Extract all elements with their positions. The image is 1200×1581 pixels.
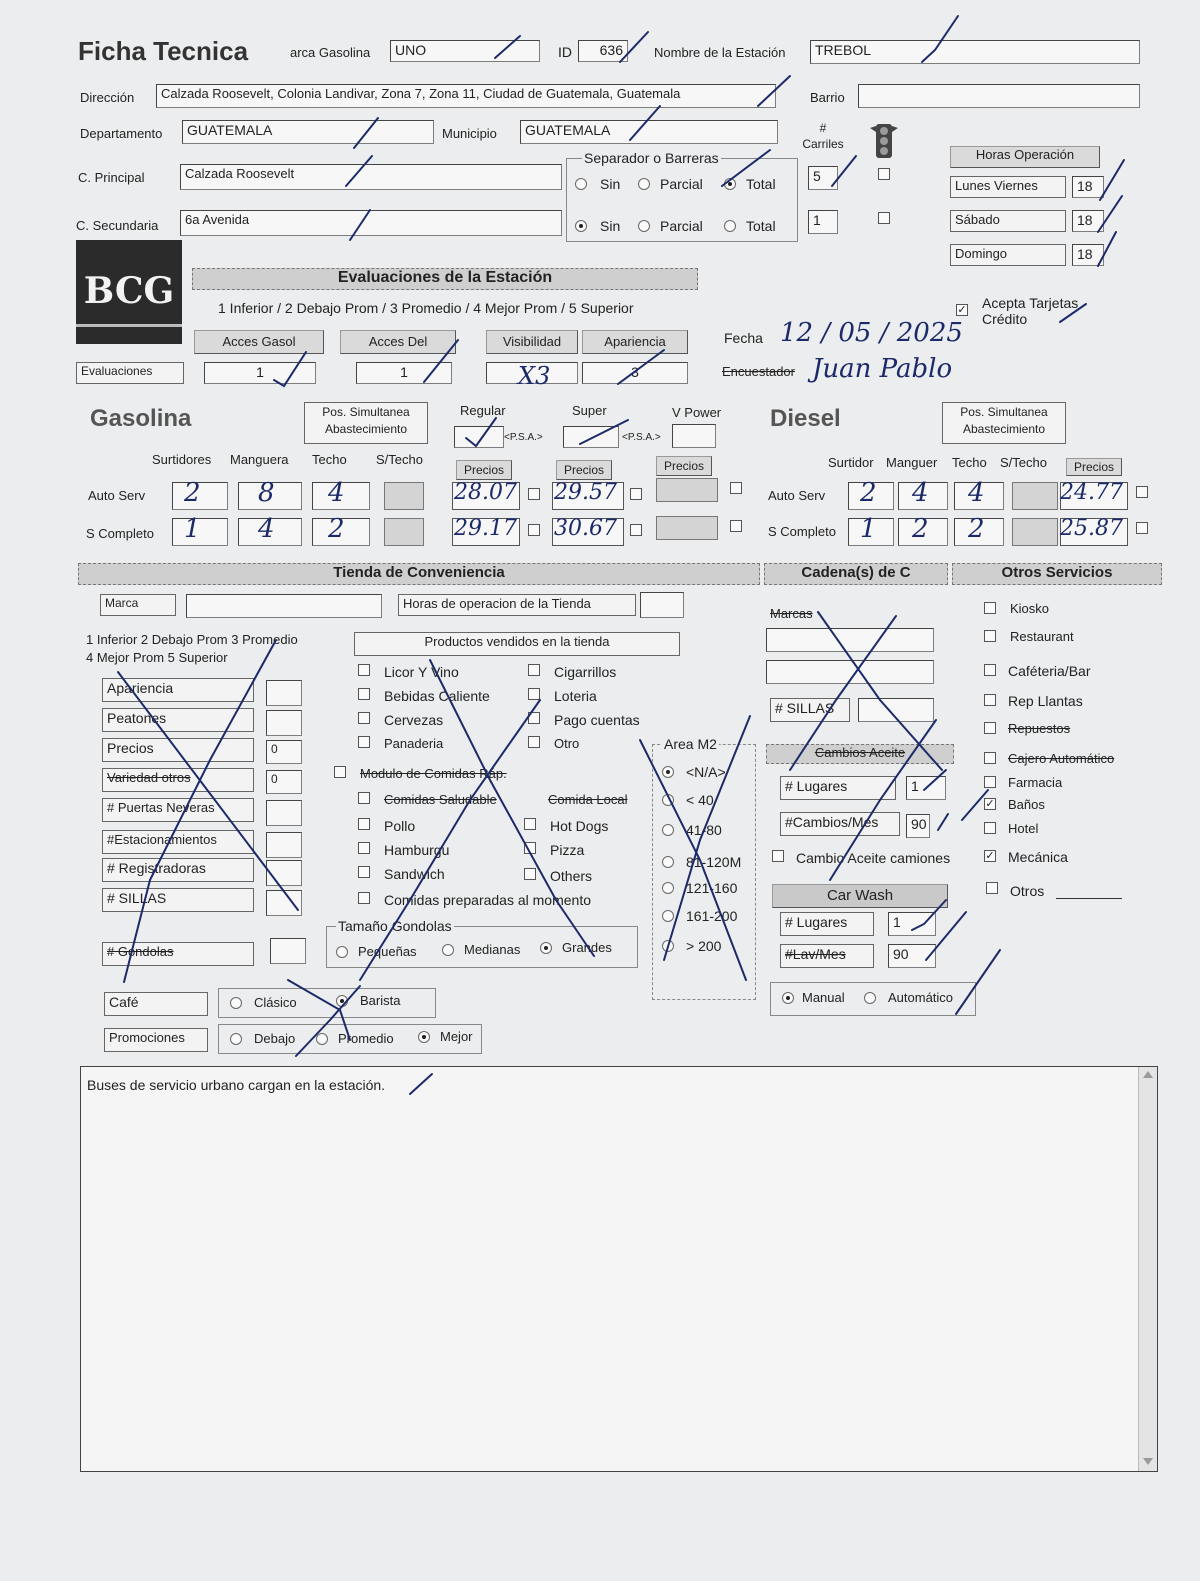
diesel-auto-manguer-value: 4 [912,478,929,508]
rating-gondolas-field[interactable] [270,938,306,964]
otros-cajero-label: Cajero Automático [1008,751,1115,766]
cafe-barista-radio[interactable] [336,995,348,1007]
visibilidad-field[interactable] [486,362,578,384]
apariencia-eval-field[interactable]: 3 [582,362,688,384]
comida-sandwich-label: Sandwich [384,866,445,882]
c-principal-field[interactable]: Calzada Roosevelt [180,164,562,190]
comida-hamburgu-label: Hamburgu [384,842,450,858]
diesel-col-manguer: Manguer [886,455,938,470]
promo-promedio-label: Promedio [338,1031,394,1046]
otros-kiosko-label: Kiosko [1010,601,1050,616]
rating-estacionamientos-label: #Estacionamientos [102,830,254,854]
acces-del-label: Acces Del [340,330,456,354]
rating-gondolas-label: # Gondolas [102,942,254,966]
svg-text:X3: X3 [518,362,551,390]
prod-panaderia-label: Panaderia [384,736,444,751]
rating-puertas-label: # Puertas Neveras [102,798,254,822]
gondolas-title: Tamaño Gondolas [338,918,452,934]
diesel-sc-price-value: 25.87 [1060,516,1123,541]
otros-llantas-checkbox[interactable] [984,694,996,706]
rating-precios-field[interactable]: 0 [266,740,302,764]
otros-cajero-checkbox[interactable] [984,752,996,764]
tienda-marca-label: Marca [100,594,176,616]
diesel-sc-stecho[interactable] [1012,518,1058,546]
prod-pago-checkbox[interactable] [528,712,540,724]
prod-bebidas-label: Bebidas Caliente [384,688,490,704]
super-precios-label: Precios [556,460,612,480]
cadena-title: Cadena(s) de C [764,563,948,585]
comida-local-label: Comida Local [548,792,628,807]
acces-gasol-label: Acces Gasol [194,330,324,354]
nombre-field[interactable]: TREBOL [810,40,1140,64]
carwash-title: Car Wash [772,884,948,908]
comida-preparadas-label: Comidas preparadas al momento [384,892,591,908]
prod-cervezas-label: Cervezas [384,712,444,728]
prod-otro-label: Otro [554,736,580,751]
cafe-label: Café [104,992,208,1016]
promo-promedio-radio[interactable] [316,1033,328,1045]
comida-others-checkbox[interactable] [524,868,536,880]
secundaria-sin-label: Sin [600,218,621,234]
otros-banos-label: Baños [1008,797,1045,812]
otros-repuestos-label: Repuestos [1008,721,1071,736]
carwash-lav-field[interactable]: 90 [888,944,936,968]
otros-restaurant-label: Restaurant [1010,629,1074,644]
rating-peatones-field[interactable] [266,710,302,736]
otros-repuestos-checkbox[interactable] [984,722,996,734]
area-na-radio[interactable] [662,766,674,778]
evaluaciones-scale: 1 Inferior / 2 Debajo Prom / 3 Promedio / 4 Mejor Prom / 5 Superior [218,300,634,316]
rating-peatones-label: Peatones [102,708,254,732]
area-40-label: < 40 [686,792,714,808]
diesel-sc-manguer-value: 2 [912,514,929,544]
id-field[interactable]: 636 [578,40,628,62]
vpower-psa-field[interactable] [672,424,716,448]
cambios-mes-field[interactable]: 90 [906,814,930,838]
tienda-title: Tienda de Conveniencia [78,563,760,585]
modulo-comidas-label: Modulo de Comidas Ráp. [360,766,507,781]
comida-hotdogs-label: Hot Dogs [550,818,609,834]
gas-sc-vpower-checkbox[interactable] [730,520,742,532]
diesel-auto-techo-value: 4 [968,478,985,508]
regular-label: Regular [460,403,506,418]
otros-otros-checkbox[interactable] [986,882,998,894]
otros-llantas-label: Rep Llantas [1008,693,1083,709]
secundaria-total-label: Total [746,218,776,234]
prod-otro-checkbox[interactable] [528,736,540,748]
bcg-logo [76,240,182,344]
principal-total-radio[interactable] [724,178,736,190]
gondola-medianas-label: Medianas [464,942,521,957]
comentarios-textarea[interactable] [80,1066,1158,1472]
area-121-160-label: 121-160 [686,880,738,896]
sabado-label: Sábado [950,210,1066,232]
cadena-marca-2[interactable] [766,660,934,684]
carwash-lugares-field[interactable]: 1 [888,912,936,936]
comida-sandwich-checkbox[interactable] [358,866,370,878]
lunes-viernes-label: Lunes Viernes [950,176,1066,198]
tienda-horas-field[interactable] [640,592,684,618]
carriles-label: # Carriles [802,121,844,151]
gas-auto-stecho[interactable] [384,482,424,510]
area-161-200-radio[interactable] [662,910,674,922]
prod-bebidas-checkbox[interactable] [358,688,370,700]
diesel-col-surtidor: Surtidor [828,455,874,470]
area-40-radio[interactable] [662,794,674,806]
regular-precios-label: Precios [456,460,512,480]
diesel-sc-surtidor-value: 1 [860,514,877,544]
domingo-label: Domingo [950,244,1066,266]
gas-sc-vpower-price[interactable] [656,516,718,540]
apariencia-eval-label: Apariencia [582,330,688,354]
acces-del-field[interactable]: 1 [356,362,452,384]
area-41-80-label: 41-80 [686,822,722,838]
diesel-auto-price-value: 24.77 [1060,480,1123,505]
semaforo-secundaria-checkbox[interactable] [878,212,890,224]
rating-precios-label: Precios [102,738,254,762]
rating-variedad-field[interactable]: 0 [266,770,302,794]
super-psa-label: <P.S.A.> [622,432,661,443]
area-group [652,744,756,1000]
rating-puertas-field[interactable] [266,800,302,826]
scroll-down-icon[interactable] [1143,1458,1153,1465]
lunes-viernes-field[interactable]: 18 [1072,176,1104,198]
vpower-precios-label: Precios [656,456,712,476]
tienda-scale-line2: 4 Mejor Prom 5 Superior [86,650,228,665]
cambios-lugares-label: # Lugares [780,776,896,800]
gas-sc-regular-price-value: 29.17 [454,516,517,541]
marca-label: arca Gasolina [290,45,371,60]
gondola-grandes-radio[interactable] [540,942,552,954]
area-na-label: <N/A> [686,764,726,780]
gondola-pequenas-radio[interactable] [336,946,348,958]
col-manguera: Manguera [230,452,289,467]
otros-restaurant-checkbox[interactable] [984,630,996,642]
gas-sc-stecho[interactable] [384,518,424,546]
otros-banos-checkbox[interactable]: ✓ [985,798,995,810]
otros-cafeteria-label: Caféteria/Bar [1008,663,1091,679]
carriles-principal-field[interactable]: 5 [808,166,838,190]
tienda-horas-label: Horas de operacion de la Tienda [398,594,636,616]
prod-licor-checkbox[interactable] [358,664,370,676]
encuestador-label: Encuestador [722,364,795,379]
nombre-label: Nombre de la Estación [654,45,786,60]
gas-s-completo-label: S Completo [86,526,154,541]
prod-loteria-label: Loteria [554,688,597,704]
tienda-marca-field[interactable] [186,594,382,618]
comentarios-text: Buses de servicio urbano cargan en la estación. [87,1077,386,1093]
comida-pollo-label: Pollo [384,818,416,834]
c-secundaria-label: C. Secundaria [76,218,159,233]
sabado-field[interactable]: 18 [1072,210,1104,232]
page-title: Ficha Tecnica [78,36,249,66]
c-principal-label: C. Principal [78,170,145,185]
bcg-logo-text: BCG [83,270,175,312]
cambios-mes-label: #Cambios/Mes [780,812,900,836]
regular-psa-field[interactable] [454,426,504,448]
fecha-label: Fecha [724,330,763,346]
super-psa-field[interactable] [563,426,619,448]
prod-licor-label: Licor Y Vino [384,664,459,680]
rating-estacionamientos-field[interactable] [266,832,302,858]
barrio-field[interactable] [858,84,1140,108]
principal-sin-label: Sin [600,176,621,192]
carwash-manual-radio[interactable] [782,992,794,1004]
otros-kiosko-checkbox[interactable] [984,602,996,614]
principal-total-label: Total [746,176,776,192]
cadena-sillas-label: # SILLAS [770,698,850,722]
rating-sillas-field[interactable] [266,890,302,916]
area-81-120-label: 81-120M [686,854,742,870]
evaluaciones-title: Evaluaciones de la Estación [192,268,698,290]
acepta-tarjetas-checkbox[interactable]: ✓ [957,304,967,316]
rating-registradoras-field[interactable] [266,860,302,886]
gas-sc-manguera-value: 4 [258,514,275,544]
tienda-scale-line1: 1 Inferior 2 Debajo Prom 3 Promedio [86,632,298,647]
carwash-manual-label: Manual [802,990,845,1005]
principal-parcial-radio[interactable] [638,178,650,190]
gas-auto-super-price-value: 29.57 [554,480,617,505]
acepta-tarjetas-label: Acepta Tarjetas Crédito [982,295,1079,327]
comida-pollo-checkbox[interactable] [358,818,370,830]
gas-auto-vpower-checkbox[interactable] [730,482,742,494]
gasolina-title: Gasolina [90,405,192,432]
direccion-field[interactable]: Calzada Roosevelt, Colonia Landivar, Zona 7, Zona 11, Ciudad de Guatemala, Guatemala [156,84,776,108]
comida-saludable-checkbox[interactable] [358,792,370,804]
secundaria-parcial-radio[interactable] [638,220,650,232]
gondola-medianas-radio[interactable] [442,944,454,956]
cadena-marca-1[interactable] [766,628,934,652]
vpower-label: V Power [672,405,722,420]
otros-farmacia-label: Farmacia [1008,775,1063,790]
gas-auto-manguera-value: 8 [258,478,275,508]
area-81-120-radio[interactable] [662,856,674,868]
diesel-auto-surtidor-value: 2 [860,478,877,508]
principal-sin-radio[interactable] [575,178,587,190]
super-label: Super [572,403,607,418]
comida-hamburgu-checkbox[interactable] [358,842,370,854]
traffic-light-icon [866,122,902,164]
gondola-grandes-label: Grandes [562,940,612,955]
cafe-clasico-label: Clásico [254,995,297,1010]
gas-auto-regular-price-value: 28.07 [454,480,517,505]
rating-registradoras-label: # Registradoras [102,858,254,882]
id-label: ID [558,44,572,60]
diesel-s-completo-label: S Completo [768,524,836,539]
promo-debajo-label: Debajo [254,1031,296,1046]
departamento-label: Departamento [80,126,163,141]
gas-auto-techo-value: 4 [328,478,345,508]
prod-panaderia-checkbox[interactable] [358,736,370,748]
cafe-group [218,988,436,1018]
diesel-auto-stecho[interactable] [1012,482,1058,510]
secundaria-sin-radio[interactable] [575,220,587,232]
carwash-lav-label: #Lav/Mes [780,944,874,968]
prod-loteria-checkbox[interactable] [528,688,540,700]
gas-sc-surtidores-value: 1 [184,514,201,544]
otros-otros-label: Otros [1010,883,1045,899]
promo-mejor-radio[interactable] [418,1031,430,1043]
gas-auto-regular-checkbox[interactable] [528,488,540,500]
cafe-clasico-radio[interactable] [230,997,242,1009]
comida-others-label: Others [550,868,593,884]
prod-pago-label: Pago cuentas [554,712,640,728]
acces-gasol-field[interactable]: 1 [204,362,316,384]
c-secundaria-field[interactable]: 6a Avenida [180,210,562,236]
comida-pizza-checkbox[interactable] [524,842,536,854]
cadena-marcas-label: Marcas [770,606,813,621]
col-techo: Techo [312,452,347,467]
diesel-col-stecho: S/Techo [1000,455,1047,470]
gas-auto-vpower-price[interactable] [656,478,718,502]
cadena-sillas-field[interactable] [858,698,934,722]
visibilidad-label: Visibilidad [486,330,578,354]
scroll-up-icon[interactable] [1143,1071,1153,1078]
gas-sc-super-price-value: 30.67 [554,516,617,541]
area-200-label: > 200 [686,938,722,954]
municipio-field[interactable]: GUATEMALA [520,120,778,144]
diesel-col-techo: Techo [952,455,987,470]
diesel-auto-checkbox[interactable] [1136,486,1148,498]
secundaria-parcial-label: Parcial [660,218,703,234]
cambio-camiones-checkbox[interactable] [772,850,784,862]
domingo-field[interactable]: 18 [1072,244,1104,266]
rating-apariencia-label: Apariencia [102,678,254,702]
gasolina-pos-simultanea: Pos. Simultanea Abastecimiento [304,402,428,444]
prod-cigarrillos-label: Cigarrillos [554,664,617,680]
carwash-automatico-radio[interactable] [864,992,876,1004]
gas-sc-regular-checkbox[interactable] [528,524,540,536]
otros-blank-line [1056,898,1122,899]
area-41-80-radio[interactable] [662,824,674,836]
comida-preparadas-checkbox[interactable] [358,892,370,904]
separador-title: Separador o Barreras [584,150,719,166]
regular-psa-label: <P.S.A.> [504,432,543,443]
otros-hotel-label: Hotel [1008,821,1039,836]
prod-cigarrillos-checkbox[interactable] [528,664,540,676]
gas-sc-techo-value: 2 [328,514,345,544]
promo-mejor-label: Mejor [440,1029,473,1044]
gas-auto-serv-label: Auto Serv [88,488,146,503]
gondola-pequenas-label: Pequeñas [358,944,417,959]
evaluaciones-row-label: Evaluaciones [76,362,184,384]
municipio-label: Municipio [442,126,497,141]
carriles-secundaria-field[interactable]: 1 [808,210,838,234]
col-surtidores: Surtidores [152,452,212,467]
promociones-label: Promociones [104,1028,208,1052]
barrio-label: Barrio [810,90,845,105]
semaforo-principal-checkbox[interactable] [878,168,890,180]
area-161-200-label: 161-200 [686,908,738,924]
otros-farmacia-checkbox[interactable] [984,776,996,788]
diesel-sc-checkbox[interactable] [1136,522,1148,534]
gas-sc-super-checkbox[interactable] [630,524,642,536]
fecha-value: 12 / 05 / 2025 [780,318,963,348]
gas-auto-super-checkbox[interactable] [630,488,642,500]
cambio-camiones-label: Cambio Aceite camiones [796,850,951,866]
rating-sillas-label: # SILLAS [102,888,254,912]
area-title: Area M2 [664,736,717,752]
cambios-aceite-title: Cambios Aceite [766,744,954,764]
otros-title: Otros Servicios [952,563,1162,585]
diesel-auto-serv-label: Auto Serv [768,488,826,503]
rating-apariencia-field[interactable] [266,680,302,706]
otros-mecanica-checkbox[interactable]: ✓ [985,850,995,862]
departamento-field[interactable]: GUATEMALA [182,120,434,144]
cafe-barista-label: Barista [360,993,401,1008]
comida-pizza-label: Pizza [550,842,585,858]
comida-hotdogs-checkbox[interactable] [524,818,536,830]
otros-mecanica-label: Mecánica [1008,849,1068,865]
cambios-lugares-field[interactable]: 1 [906,776,946,800]
principal-parcial-label: Parcial [660,176,703,192]
promo-debajo-radio[interactable] [230,1033,242,1045]
diesel-precios-label: Precios [1066,458,1122,476]
area-121-160-radio[interactable] [662,882,674,894]
diesel-sc-techo-value: 2 [968,514,985,544]
otros-cafeteria-checkbox[interactable] [984,664,996,676]
prod-cervezas-checkbox[interactable] [358,712,370,724]
carwash-automatico-label: Automático [888,990,954,1005]
area-200-radio[interactable] [662,940,674,952]
otros-hotel-checkbox[interactable] [984,822,996,834]
gas-auto-surtidores-value: 2 [184,478,201,508]
secundaria-total-radio[interactable] [724,220,736,232]
carwash-lugares-label: # Lugares [780,912,874,936]
rating-variedad-label: Variedad otros [102,768,254,792]
scrollbar[interactable] [1138,1067,1157,1471]
encuestador-value: Juan Pablo [812,354,953,384]
horas-operacion-title: Horas Operación [950,146,1100,168]
diesel-pos-simultanea: Pos. Simultanea Abastecimiento [942,402,1066,444]
comida-saludable-label: Comidas Saludable [384,792,497,807]
diesel-title: Diesel [770,405,841,432]
marca-field[interactable]: UNO [390,40,540,62]
col-stecho: S/Techo [376,452,423,467]
modulo-comidas-checkbox[interactable] [334,766,346,778]
productos-title: Productos vendidos en la tienda [354,632,680,656]
direccion-label: Dirección [80,90,135,105]
